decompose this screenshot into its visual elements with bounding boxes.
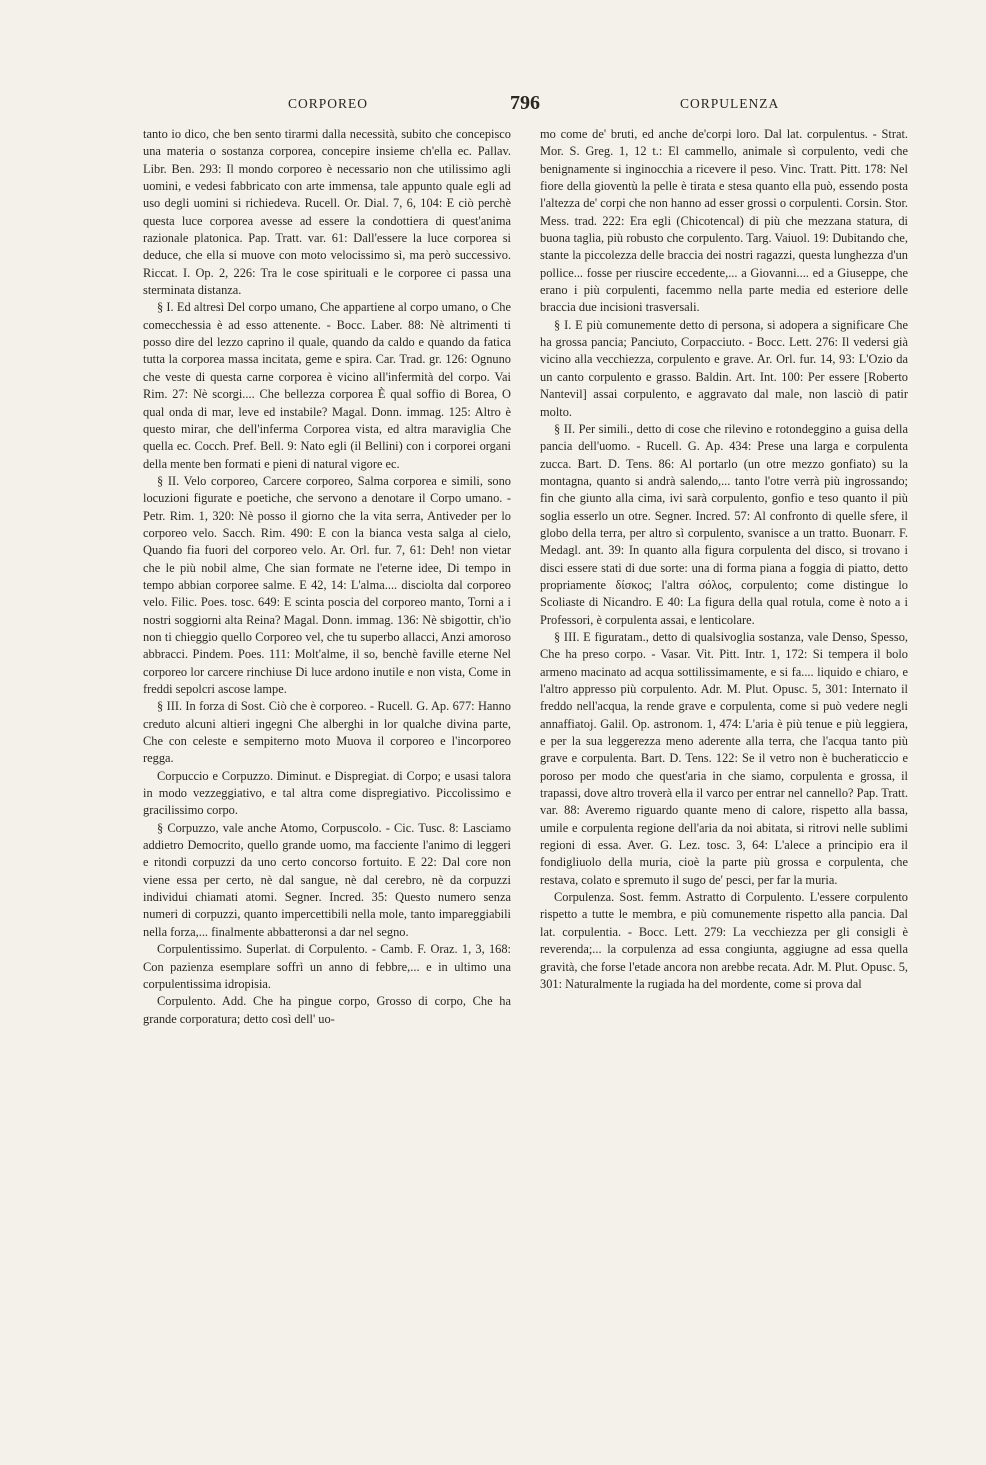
entry-paragraph: § II. Velo corporeo, Carcere corporeo, Salma corporea e simili, sono locuzioni figurate e poetiche, che servono a denotare il Corpo umano. - Petr. Rim. 1, 320: Nè posso il giorno che la vita serra, Antiveder per lo corporeo velo. Sacch. Rim. 490: E con la bianca vesta salga al cielo, Quando fia fuori del corporeo velo. Ar. Orl. fur. 7, 61: Deh! non vietar che le più nobil alme, Che sian formate ne l'eterne idee, Di tempo in tempo abbian corporee salme. E 42, 14: L'alma.... disciolta dal corporeo velo. Filic. Poes. tosc. 649: E scinta poscia del corporeo manto, Torni a i nostri soggiorni alta Reina? Magal. Donn. immag. 136: Nè sbigottir, ch'io non ti chieggio quello Corporeo vel, che tu superbo allacci, Anzi amoroso abbracci. Pindem. Poes. 111: Molt'alme, il so, benchè faville eterne Nel corporeo lor carcere rinchiuse Di luce ardono inutile e non vista, Come in freddi sepolcri ascose lampe. (143, 473, 511, 696)
entry-headword-corpulento: Corpulento. Add. Che ha pingue corpo, Grosso di corpo, Che ha grande corporatura; detto così dell' uo- (143, 994, 511, 1026)
entry-headword-corpuccio: Corpuccio e Corpuzzo. Diminut. e Dispregiat. di Corpo; e usasi talora in modo vezzeggiativo, e tal altra come dispregiativo. Piccolissimo e gracilissimo corpo. (143, 768, 511, 818)
entry-paragraph: mo come de' bruti, ed anche de'corpi loro. Dal lat. corpulentus. - Strat. Mor. S. Greg. 1, 12 t.: El cammello, animale sì corpulento, vedi che benignamente si inginocchia a ricevere il peso. Vinc. Tratt. Pitt. 178: Nel fiore della gioventù la pelle è tirata e stesa quanto ella può, essendo posta l'altezza de' corpi che non hanno ad esser grossi o corpulenti. Corsin. Stor. Mess. trad. 222: Era egli (Chicotencal) di più che mezzana statura, di buona taglia, più robusto che corpulento. Targ. Vaiuol. 19: Dubitando che, stante la piccolezza delle braccia dei nostri ragazzi, questa lunghezza d'un pollice... fosse per riuscire eccedente,... a Giovanni.... ed a Giuseppe, che erano i più corpulenti, facemmo nella parte media ed esteriore delle braccia due incisioni trasversali. (540, 127, 908, 315)
entry-headword-corpulentissimo: Corpulentissimo. Superlat. di Corpulento. - Camb. F. Oraz. 1, 3, 168: Con pazienza esemplare soffrì un anno di febbre,... e in ultimo una corpulentissima idropisia. (143, 942, 511, 991)
entry-paragraph: § I. E più comunemente detto di persona, si adopera a significare Che ha grossa pancia; Panciuto, Corpacciuto. - Bocc. Lett. 276: Il vedersi già vicino alla vecchiezza, corpulento e grave. Ar. Orl. fur. 14, 93: L'Ozio da un canto corpulento e grasso. Baldin. Art. Int. 100: Per essere [Roberto Nantevil] assai corpulento, e aggravato dal male, non lasciò di patir molto. (540, 317, 908, 419)
entry-headword-corpulenza: Corpulenza. Sost. femm. Astratto di Corpulento. L'essere corpulento rispetto a tutte le membra, e più comunemente rispetto alla pancia. Dal lat. corpulentia. - Bocc. Lett. 279: La vecchiezza per gli consigli è reverenda;... la corpulenza ad essa congiunta, aggiugne ad essa quella gravità, che forse l'etade ancora non arebbe recata. Adr. M. Plut. Opusc. 5, 301: Naturalmente la rugiada ha del mordente, come si prova dal (540, 890, 908, 991)
entry-paragraph: § I. Ed altresì Del corpo umano, Che appartiene al corpo umano, o Che comecchessia è ad esso attenente. - Bocc. Laber. 88: Nè altrimenti ti posso dire del lezzo caprino il quale, quando da caldo e quando da fatica tutta la corporea massa incitata, geme e spira. Car. Trad. gr. 126: Ognuno che veste di questa carne corporea è vicino all'infermità del corpo. Vai Rim. 27: Nè scorgi.... Che bellezza corporea È qual soffio di Borea, O qual onda di mar, leve ed instabile? Magal. Donn. immag. 125: Altro è questo mirar, che dell'inferma Corporea vista, ed altra maraviglia Che quella ec. Cocch. Pref. Bell. 9: Nato egli (il Bellini) con i corporei organi della mente ben formati e pieni di natural vigore ec. (143, 300, 511, 471)
running-head-left: CORPOREO (288, 96, 369, 111)
page-header (0, 92, 986, 116)
entry-paragraph: § II. Per simili., detto di cose che rilevino e rotondeggino a guisa della pancia dell'uomo. - Rucell. G. Ap. 434: Prese una larga e corpulenta zucca. Bart. D. Tens. 86: Al portarlo (un otre mezzo gonfiato) su la montagna, quanto si andrà salendo,... tanto l'otre verrà più ingrossando; fin che giunto alla cima, ivi sarà corpulento, gonfio e teso quanto il più soglia esserlo un otre. Segner. Incred. 57: Al confronto di quelle sfere, il globo della terra, per altro sì corpulento, svanisce a un tratto. Buonarr. F. Medagl. ant. 39: In quanto alla figura corpulenta del disco, si trovano i disci essere stati di due sorte: una di forma piana a foggia di piatto, detto propriamente δίσκος; l'altra σόλος, corpulento; come distingue lo Scoliaste di Nicandro. E 40: La figura della qual rotula, come è noto a i Professori, è corpulenta assai, e lenticolare. (540, 421, 908, 627)
entry-paragraph: § III. In forza di Sost. Ciò che è corporeo. - Rucell. G. Ap. 677: Hanno creduto alcuni altieri ingegni Che alberghi in lor qualche divina parte, Che con celeste e sempiterno moto Muova il corporeo e l'incorporeo regga. (143, 699, 511, 766)
running-head-right: CORPULENZA (680, 96, 780, 111)
page-number: 796 (510, 92, 540, 114)
entry-paragraph: § Corpuzzo, vale anche Atomo, Corpuscolo. - Cic. Tusc. 8: Lasciamo addietro Democrito, quello grande uomo, ma facciente l'animo di leggeri e ritondi corpuzzi da uno certo concorso fortuito. E 22: Dal core non viene essa per certo, nè dal sangue, nè dal cerebro, nè da corpuzzi individui chiamati atomi. Segner. Incred. 35: Questo numero senza numeri di corpuzzi, quanto impercettibili nella mole, tanto impareggiabili nella forza,... finalmente abbatteronsi a dar nel segno. (143, 820, 511, 939)
entry-paragraph: § III. E figuratam., detto di qualsivoglia sostanza, vale Denso, Spesso, Che ha preso corpo. - Vasar. Vit. Pitt. Intr. 1, 172: Si tempera il bolo armeno macinato ad acqua sottilissimamente, e si fa.... liquido e chiaro, e l'altro appresso più corpulento. Adr. M. Plut. Opusc. 5, 301: Internato il freddo nell'acqua, la rende grave e corpulenta, come si può vedere negli annaffiatoj. Galil. Op. astronom. 1, 474: L'aria è più tenue e più leggiera, e per la sua leggerezza meno aderente alla terra, che l'acqua tanto più grave e corpulenta. Bart. D. Tens. 122: Se il vetro non è bucheraticcio e poroso per modo che quest'aria in che siamo, corpulenta e grossa, il trapassi, dove altro troverà ella il varco per entrar nel cannello? Pap. Tratt. var. 88: Averemo riguardo quante meno di calore, rispetto alla bassa, umile e corpulenta regione dell'aria da noi abitata, si ritrovi nelle sublimi regioni di essa. Aver. G. Lez. tosc. 3, 64: L'alece a principio era il fondigliuolo della muria, cioè la parte più grossa e corpulenta, che restava, colato e spremuto il sugo de' pesci, per far la muria. (540, 629, 908, 887)
right-column (540, 126, 908, 993)
entry-paragraph: tanto io dico, che ben sento tirarmi dalla necessità, subito che concepisco una materia o sostanza corporea, concepire insieme ch'ella ec. Pallav. Libr. Ben. 293: Il mondo corporeo è necessario non che utilissimo agli uomini, e vedesi fabbricato con arte immensa, tale appunto quale egli ad uso degli uomini si richiedeva. Rucell. Or. Dial. 7, 6, 104: E ciò perchè questa luce corporea avesse ad essere la condottiera di quest'anima razionale platonica. Pap. Tratt. var. 61: Dall'essere la luce corporea si deduce, che ella si muove con moto velocissimo sì, ma però successivo. Riccat. I. Op. 2, 226: Tra le cose spirituali e le corporee ci passa una sterminata distanza. (143, 127, 511, 298)
left-column (143, 126, 511, 1028)
